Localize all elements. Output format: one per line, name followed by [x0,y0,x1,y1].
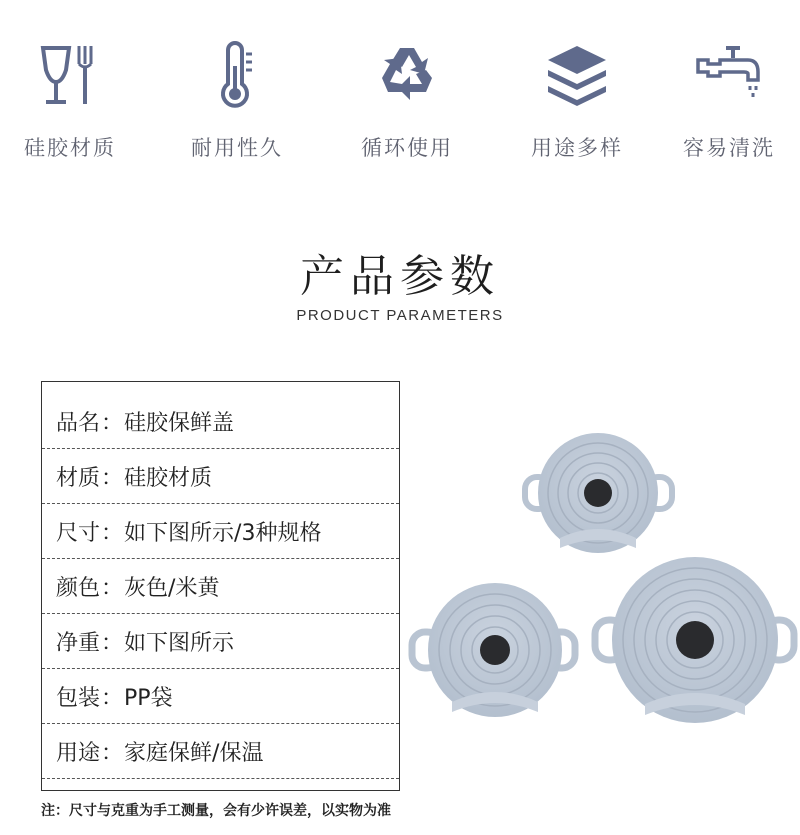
layers-icon [542,40,612,110]
param-value: PP袋 [124,685,173,711]
param-row-name [42,394,399,449]
feature-row [0,40,800,170]
param-key: 颜色 [56,575,101,601]
feature-label: 用途多样 [531,136,623,160]
section-subtitle: PRODUCT PARAMETERS [296,307,504,324]
param-value: 如下图所示/3种规格 [124,520,322,546]
feature-reuse [332,40,482,162]
feature-label: 循环使用 [361,136,453,160]
param-key: 品名 [56,410,101,436]
feature-silicone [0,40,145,162]
param-value: 硅胶材质 [124,465,213,491]
param-key: 包装 [56,685,101,711]
recycle-icon [372,40,442,110]
feature-label: 硅胶材质 [24,136,116,160]
param-sep: ： [101,410,124,436]
section-title: 产品参数 [300,251,500,302]
param-row-color [42,559,399,614]
param-sep: ： [101,465,124,491]
param-key: 用途 [56,740,101,766]
feature-multi-use [502,40,652,162]
param-row-usage [42,724,399,779]
param-key: 净重 [56,630,101,656]
param-value: 家庭保鲜/保温 [124,740,264,766]
knob [584,479,612,507]
large-lid [595,557,794,723]
param-row-weight [42,614,399,669]
feature-easy-clean [654,40,800,162]
param-row-size [42,504,399,559]
param-value: 硅胶保鲜盖 [124,410,235,436]
params-table [41,381,400,791]
feature-label: 耐用性久 [191,136,283,160]
footnote: 注：尺寸与克重为手工测量，会有少许误差，以实物为准 [41,803,391,819]
product-image [400,420,800,740]
param-row-material [42,449,399,504]
small-lid [525,433,672,553]
feature-durable [162,40,312,162]
param-sep: ： [101,685,124,711]
param-value: 灰色/米黄 [124,575,220,601]
cup-utensils-icon [35,40,105,110]
feature-label: 容易清洗 [683,136,775,160]
knob [480,635,510,665]
param-row-package [42,669,399,724]
param-key: 尺寸 [56,520,101,546]
param-sep: ： [101,740,124,766]
param-value: 如下图所示 [124,630,235,656]
medium-lid [412,583,575,717]
param-sep: ： [101,575,124,601]
param-sep: ： [101,630,124,656]
knob [676,621,714,659]
faucet-icon [694,40,764,110]
param-key: 材质 [56,465,101,491]
thermometer-icon [202,40,272,110]
param-sep: ： [101,520,124,546]
